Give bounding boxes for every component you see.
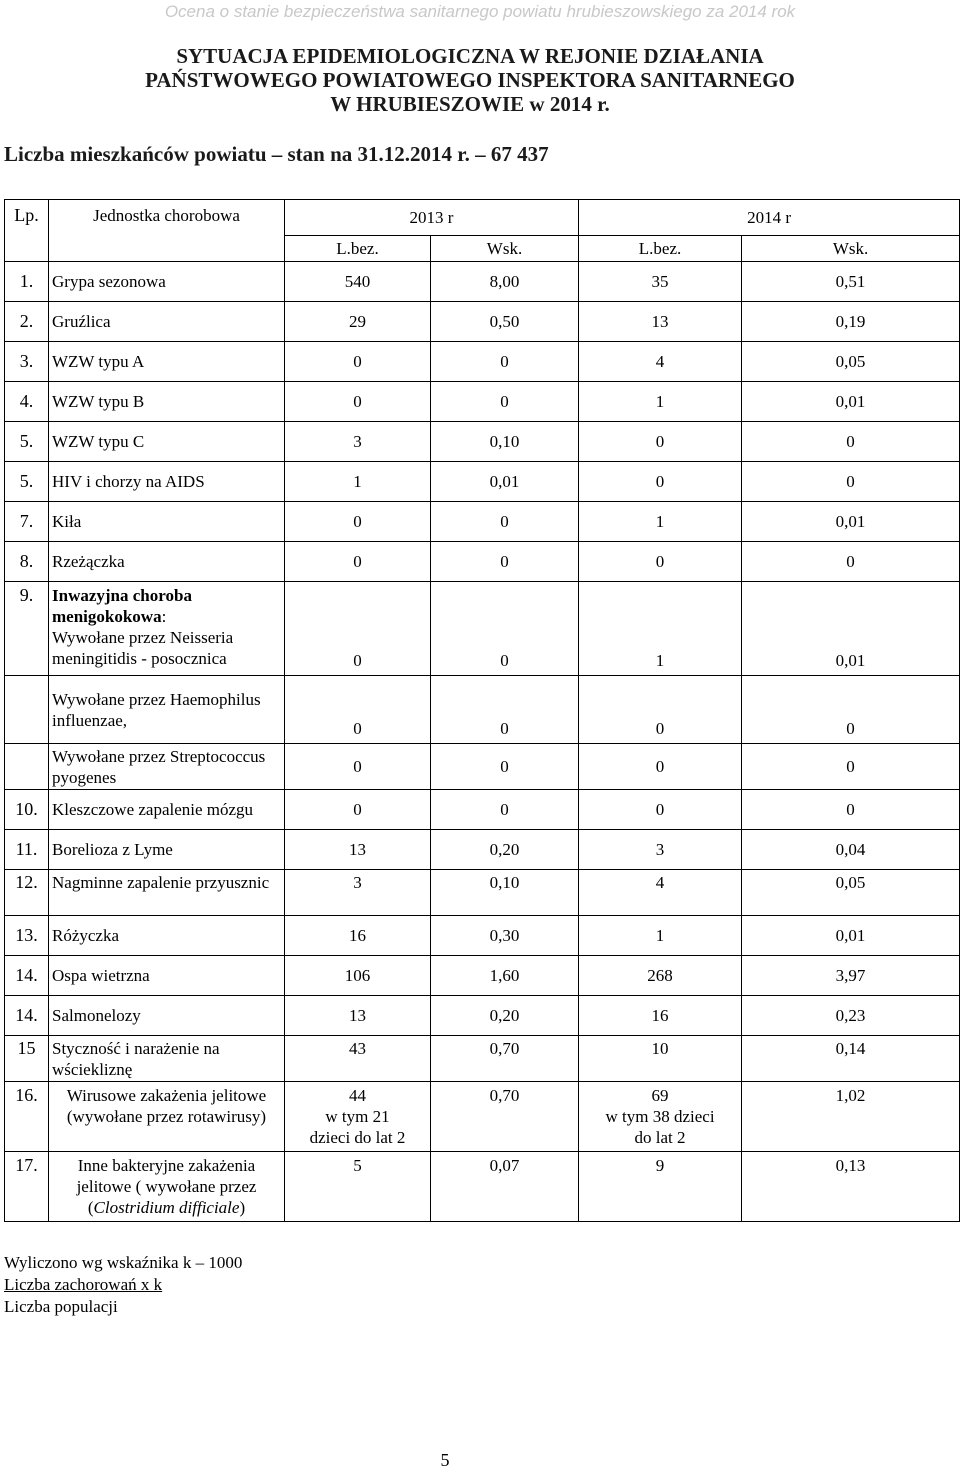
row-cases-2013: 0 <box>285 542 431 582</box>
clostridium-paren-close: ) <box>239 1198 246 1217</box>
row-cases-2013: 1 <box>285 462 431 502</box>
footer-line-3: Liczba populacji <box>4 1297 118 1316</box>
page-number: 5 <box>440 1450 450 1470</box>
sub2-cases-2014: 0 <box>579 676 742 744</box>
footer-formula <box>4 1252 242 1318</box>
row-lp: 12. <box>5 870 49 916</box>
row-rate-2014: 0,05 <box>742 870 960 916</box>
header-disease-unit: Jednostka chorobowa <box>49 200 285 262</box>
row-cases-2014: 16 <box>579 996 742 1036</box>
row-rate-2014: 0,01 <box>742 382 960 422</box>
clostridium-rate-2013: 0,07 <box>431 1152 579 1222</box>
row-cases-2013: 540 <box>285 262 431 302</box>
row-rate-2014: 0 <box>742 422 960 462</box>
clostridium-name-line-2: jelitowe ( wywołane przez <box>76 1177 257 1196</box>
row-rate-2013: 0,10 <box>431 870 579 916</box>
page-header-note: Ocena o stanie bezpieczeństwa sanitarnego powiatu hrubieszowskiego za 2014 rok <box>164 2 796 21</box>
row-cases-2013: 13 <box>285 996 431 1036</box>
row-lp-empty <box>5 744 49 790</box>
table-row <box>5 422 960 462</box>
row-cases-2014: 13 <box>579 302 742 342</box>
sub3-rate-2014: 0 <box>742 744 960 790</box>
table-row <box>5 342 960 382</box>
row-rate-2013: 0 <box>431 382 579 422</box>
row-cases-2013: 0 <box>285 502 431 542</box>
row-disease-name: Gruźlica <box>49 302 285 342</box>
row-cases-2014: 1 <box>579 382 742 422</box>
row-lp: 13. <box>5 916 49 956</box>
sub1-cases-2013: 0 <box>285 582 431 676</box>
rotavirus-cases-2013-children: w tym 21 <box>325 1107 390 1126</box>
row-rate-2014: 3,97 <box>742 956 960 996</box>
row-disease-name: WZW typu C <box>49 422 285 462</box>
row-cases-2014: 1 <box>579 502 742 542</box>
rows-group-b <box>5 790 960 1082</box>
sub1-rate-2013: 0 <box>431 582 579 676</box>
table-row <box>5 996 960 1036</box>
clostridium-paren-open: ( <box>87 1198 94 1217</box>
row-cases-2013: 0 <box>285 342 431 382</box>
row-disease-name: Kleszczowe zapalenie mózgu <box>49 790 285 830</box>
row-rate-2013: 0 <box>431 542 579 582</box>
rotavirus-name-line-2: (wywołane przez rotawirusy) <box>66 1107 267 1126</box>
header-lbez-2014: L.bez. <box>579 236 742 262</box>
row-disease-name: Nagminne zapalenie przyusznic <box>49 870 285 916</box>
row-rate-2013: 0 <box>431 790 579 830</box>
row-rate-2013: 0,50 <box>431 302 579 342</box>
row-rate-2013: 1,60 <box>431 956 579 996</box>
table-row <box>5 790 960 830</box>
row-disease-name: HIV i chorzy na AIDS <box>49 462 285 502</box>
row-lp: 5. <box>5 422 49 462</box>
row-rate-2014: 0 <box>742 790 960 830</box>
sub1-cases-2014: 1 <box>579 582 742 676</box>
row-rate-2014: 0,19 <box>742 302 960 342</box>
meningococcal-sub-2-name: Wywołane przez Haemophilus influenzae, <box>49 676 285 744</box>
row-rate-2013: 0,70 <box>431 1036 579 1082</box>
row-disease-name: Styczność i narażenie na wściekliznę <box>49 1036 285 1082</box>
clostridium-cases-2013: 5 <box>285 1152 431 1222</box>
row-lp: 16. <box>5 1082 49 1152</box>
sub3-cases-2013: 0 <box>285 744 431 790</box>
row-lp: 2. <box>5 302 49 342</box>
row-rate-2014: 0 <box>742 462 960 502</box>
row-cases-2013: 0 <box>285 790 431 830</box>
clostridium-name-italic: Clostridium difficiale <box>93 1198 240 1217</box>
meningococcal-title-suffix: : <box>161 607 167 626</box>
sub3-rate-2013: 0 <box>431 744 579 790</box>
row-rate-2013: 0,20 <box>431 996 579 1036</box>
clostridium-rate-2014: 0,13 <box>742 1152 960 1222</box>
title-line-1: SYTUACJA EPIDEMIOLOGICZNA W REJONIE DZIAŁANIA <box>176 44 764 68</box>
rows-group-a <box>5 262 960 582</box>
rotavirus-name-line-1: Wirusowe zakażenia jelitowe <box>66 1086 267 1105</box>
row-rate-2013: 0,20 <box>431 830 579 870</box>
row-cases-2014: 1 <box>579 916 742 956</box>
row-disease-name: Grypa sezonowa <box>49 262 285 302</box>
row-cases-2013: 13 <box>285 830 431 870</box>
row-disease-name <box>49 1082 285 1152</box>
row-cases-2014: 35 <box>579 262 742 302</box>
row-lp: 7. <box>5 502 49 542</box>
rotavirus-cases-2013 <box>285 1082 431 1152</box>
meningococcal-sub-1-name: Wywołane przez Neisseria meningitidis - posocznica <box>52 628 234 668</box>
row-lp: 11. <box>5 830 49 870</box>
row-cases-2013: 3 <box>285 870 431 916</box>
clostridium-name-line-1: Inne bakteryjne zakażenia <box>77 1156 256 1175</box>
row-lp: 15 <box>5 1036 49 1082</box>
row-disease-name: Borelioza z Lyme <box>49 830 285 870</box>
row-lp: 9. <box>5 582 49 676</box>
table-row <box>5 462 960 502</box>
table-row <box>5 382 960 422</box>
table-row <box>5 916 960 956</box>
sub2-rate-2014: 0 <box>742 676 960 744</box>
footer-line-1: Wyliczono wg wskaźnika k – 1000 <box>4 1253 243 1272</box>
row-disease-name: Rzeżączka <box>49 542 285 582</box>
row-cases-2013: 43 <box>285 1036 431 1082</box>
table-row <box>5 262 960 302</box>
table-row <box>5 1036 960 1082</box>
row-disease-name: Ospa wietrzna <box>49 956 285 996</box>
row-cases-2013: 106 <box>285 956 431 996</box>
clostridium-cases-2014: 9 <box>579 1152 742 1222</box>
header-year-2014: 2014 r <box>579 200 960 236</box>
rotavirus-cases-2014-note: do lat 2 <box>634 1128 686 1147</box>
row-disease-name: WZW typu B <box>49 382 285 422</box>
table-row <box>5 302 960 342</box>
row-cases-2014: 0 <box>579 422 742 462</box>
row-rate-2014: 0,01 <box>742 502 960 542</box>
row-rate-2014: 0 <box>742 542 960 582</box>
row-disease-name: Różyczka <box>49 916 285 956</box>
meningococcal-title: Inwazyjna choroba menigokokowa <box>52 586 192 626</box>
row-rate-2013: 8,00 <box>431 262 579 302</box>
table-row-streptococcus <box>5 744 960 790</box>
header-year-2013: 2013 r <box>285 200 579 236</box>
rotavirus-cases-2014 <box>579 1082 742 1152</box>
row-lp: 14. <box>5 956 49 996</box>
header-lbez-2013: L.bez. <box>285 236 431 262</box>
population-line: Liczba mieszkańców powiatu – stan na 31.12.2014 r. – 67 437 <box>4 142 549 166</box>
row-rate-2014: 0,51 <box>742 262 960 302</box>
table-row <box>5 542 960 582</box>
row-rate-2013: 0 <box>431 502 579 542</box>
table-row <box>5 870 960 916</box>
row-rate-2014: 0,05 <box>742 342 960 382</box>
row-lp: 1. <box>5 262 49 302</box>
header-wsk-2014: Wsk. <box>742 236 960 262</box>
row-cases-2013: 16 <box>285 916 431 956</box>
title-line-3: W HRUBIESZOWIE w 2014 r. <box>330 92 610 116</box>
rotavirus-cases-2013-total: 44 <box>349 1086 366 1105</box>
row-disease-name <box>49 582 285 676</box>
row-rate-2013: 0,01 <box>431 462 579 502</box>
meningococcal-sub-3-name: Wywołane przez Streptococcus pyogenes <box>49 744 285 790</box>
row-cases-2013: 3 <box>285 422 431 462</box>
row-disease-name: Salmonelozy <box>49 996 285 1036</box>
table-row <box>5 502 960 542</box>
rotavirus-cases-2013-note: dzieci do lat 2 <box>309 1128 406 1147</box>
table-row <box>5 956 960 996</box>
row-cases-2014: 3 <box>579 830 742 870</box>
row-lp: 5. <box>5 462 49 502</box>
sub3-cases-2014: 0 <box>579 744 742 790</box>
row-rate-2013: 0 <box>431 342 579 382</box>
row-rate-2013: 0,30 <box>431 916 579 956</box>
table-row-clostridium <box>5 1152 960 1222</box>
sub2-cases-2013: 0 <box>285 676 431 744</box>
row-cases-2014: 4 <box>579 342 742 382</box>
row-rate-2014: 0,04 <box>742 830 960 870</box>
row-lp: 8. <box>5 542 49 582</box>
table-row-meningococcal <box>5 582 960 676</box>
footer-line-2: Liczba zachorowań x k <box>4 1275 163 1294</box>
table-row-haemophilus <box>5 676 960 744</box>
table-row-rotavirus <box>5 1082 960 1152</box>
document-title <box>0 44 940 116</box>
row-lp: 3. <box>5 342 49 382</box>
row-lp: 17. <box>5 1152 49 1222</box>
rotavirus-rate-2013: 0,70 <box>431 1082 579 1152</box>
rotavirus-cases-2014-children: w tym 38 dzieci <box>605 1107 715 1126</box>
row-lp: 10. <box>5 790 49 830</box>
rotavirus-cases-2014-total: 69 <box>651 1086 669 1105</box>
sub2-rate-2013: 0 <box>431 676 579 744</box>
row-rate-2014: 0,23 <box>742 996 960 1036</box>
row-cases-2013: 0 <box>285 382 431 422</box>
header-wsk-2013: Wsk. <box>431 236 579 262</box>
row-disease-name: Kiła <box>49 502 285 542</box>
row-cases-2013: 29 <box>285 302 431 342</box>
rotavirus-rate-2014: 1,02 <box>742 1082 960 1152</box>
row-cases-2014: 10 <box>579 1036 742 1082</box>
row-cases-2014: 0 <box>579 790 742 830</box>
header-lp: Lp. <box>5 200 49 262</box>
header-row-years <box>5 200 960 236</box>
sub1-rate-2014: 0,01 <box>742 582 960 676</box>
row-rate-2013: 0,10 <box>431 422 579 462</box>
row-cases-2014: 0 <box>579 462 742 502</box>
row-disease-name <box>49 1152 285 1222</box>
row-lp-empty <box>5 676 49 744</box>
row-lp: 4. <box>5 382 49 422</box>
row-disease-name: WZW typu A <box>49 342 285 382</box>
row-cases-2014: 268 <box>579 956 742 996</box>
row-rate-2014: 0,14 <box>742 1036 960 1082</box>
table-row <box>5 830 960 870</box>
title-line-2: PAŃSTWOWEGO POWIATOWEGO INSPEKTORA SANITARNEGO <box>145 68 795 92</box>
row-cases-2014: 4 <box>579 870 742 916</box>
row-lp: 14. <box>5 996 49 1036</box>
row-rate-2014: 0,01 <box>742 916 960 956</box>
epidemiology-table <box>4 199 960 1222</box>
row-cases-2014: 0 <box>579 542 742 582</box>
